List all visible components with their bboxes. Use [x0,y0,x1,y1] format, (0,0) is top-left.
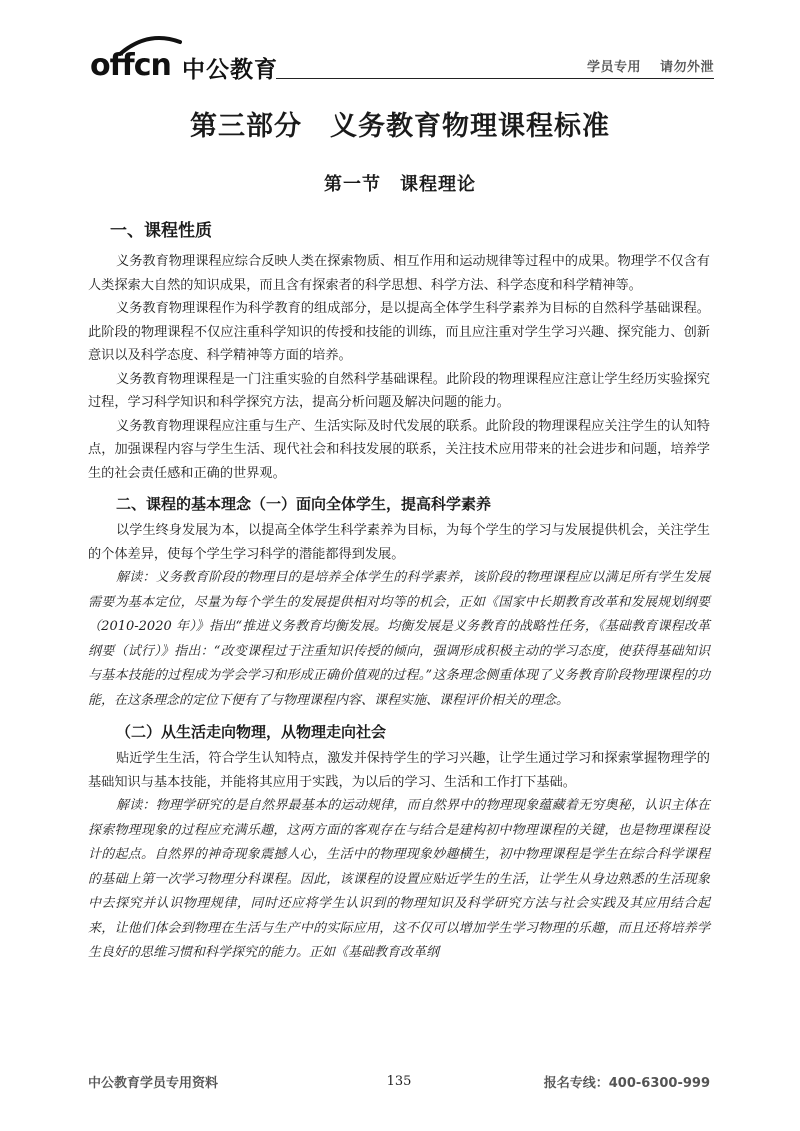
paragraph: 义务教育物理课程应注重与生产、生活实际及时代发展的联系。此阶段的物理课程应关注学生的认知特点，加强课程内容与学生生活、现代社会和科技发展的联系，关注技术应用带来的社会进步和问题，培养学生的社会责任感和正确的世界观。 [88,418,710,481]
section-subtitle: 第一节 课程理论 [324,174,476,195]
interpretation-note: 解读：物理学研究的是自然界最基本的运动规律，而自然界中的物理现象蕴藏着无穷奥秘，认识主体在探索物理现象的过程应充满乐趣，这两方面的客观存在与结合是建构初中物理课程的关键，也是物理课程设计的起点。自然界的神奇现象震撼人心，生活中的物理现象妙趣横生，初中物理课程是学生在综合科学课程的基础上第一次学习物理分科课程。因此，该课程的设置应贴近学生的生活，让学生从身边熟悉的生活现象中去探究并认识物理规律，同时还应将学生认识到的物理知识及科学研究方法与社会实践及其应用结合起来，让他们体会到物理在生活与生产中的实际应用，这不仅可以增加学生学习物理的乐趣，而且还将培养学生良好的思维习惯和科学探究的能力。正如《基础教育改革纲 [88,798,710,960]
logo-cn-text: 中公教育 [182,57,278,83]
footer-left-text: 中公教育学员专用资料 [88,1076,219,1091]
page-number: 135 [386,1074,412,1089]
header-tag-students-only: 学员专用 [586,60,641,75]
interpretation-note: 解读：义务教育阶段的物理目的是培养全体学生的科学素养，该阶段的物理课程应以满足所有学生发展需要为基本定位，尽量为每个学生的发展提供相对均等的机会，正如《国家中长期教育改革和发展规划纲要（2010-2020 年）》指出“推进义务教育均衡发展。均衡发展是义务教育的战略性任务，《基础教育课程改革纲要（试行）》指出：“改变课程过于注重知识传授的倾向，强调形成积极主动的学习态度，使获得基础知识与基本技能的过程成为学会学习和形成正确价值观的过程。”这条理念侧重体现了义务教育阶段物理课程的功能，在这条理念的定位下便有了与物理课程内容、课程实施、课程评价相关的理念。 [88,570,710,708]
heading-basic-concepts: 二、课程的基本理念（一）面向全体学生，提高科学素养 [116,495,492,513]
paragraph: 义务教育物理课程作为科学教育的组成部分，是以提高全体学生科学素养为目标的自然科学基础课程。此阶段的物理课程不仅应注重科学知识的传授和技能的训练，而且应注重对学生学习兴趣、探究能力、创新意识以及科学态度、科学精神等方面的培养。 [88,301,710,363]
paragraph: 以学生终身发展为本，以提高全体学生科学素养为目标，为每个学生的学习与发展提供机会，关注学生的个体差异，使每个学生学习科学的潜能都得到发展。 [88,523,710,562]
page-title: 第三部分 义务教育物理课程标准 [190,111,610,142]
offcn-logo [88,34,278,83]
heading-course-nature: 一、课程性质 [110,221,212,241]
page-header [88,34,714,82]
document-body [88,216,710,966]
header-tags [573,56,714,75]
header-rule [276,78,714,79]
footer-hotline: 报名专线：400-6300-999 [543,1076,710,1091]
paragraph: 义务教育物理课程是一门注重实验的自然科学基础课程。此阶段的物理课程应注意让学生经历实验探究过程，学习科学知识和科学探究方法，提高分析问题及解决问题的能力。 [88,371,710,410]
page-footer [88,1072,710,1094]
paragraph: 贴近学生生活，符合学生认知特点，激发并保持学生的学习兴趣，让学生通过学习和探索掌握物理学的基础知识与基本技能，并能将其应用于实践，为以后的学习、生活和工作打下基础。 [88,751,710,790]
logo-latin-text: offcn [90,48,171,83]
header-tag-confidential: 请勿外泄 [659,60,714,75]
paragraph: 义务教育物理课程应综合反映人类在探索物质、相互作用和运动规律等过程中的成果。物理学不仅含有人类探索大自然的知识成果，而且含有探索者的科学思想、科学方法、科学态度和科学精神等。 [88,254,710,293]
heading-life-to-physics: （二）从生活走向物理，从物理走向社会 [116,723,387,741]
